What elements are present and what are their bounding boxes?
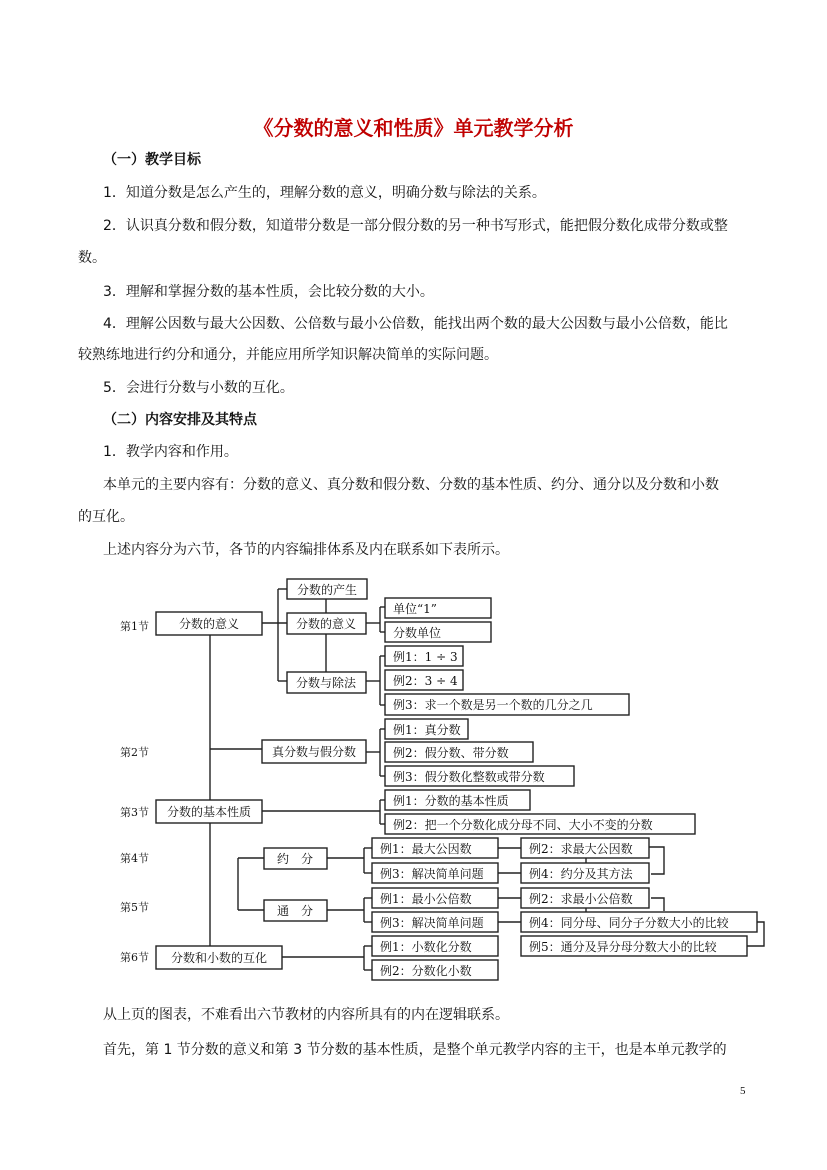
item-label: 例4：约分及其方法 [529,867,633,881]
section-label: 第5节 [120,901,149,914]
item-label: 例2：把一个分数化成分母不同、大小不变的分数 [393,818,653,832]
item-label: 例2：求最大公因数 [529,842,633,856]
main-box-label: 分数的基本性质 [166,805,252,819]
main-box-label: 通 分 [276,904,314,918]
goal-3: 3．理解和掌握分数的基本性质，会比较分数的大小。 [103,284,434,300]
content-item-1: 1．教学内容和作用。 [103,444,238,460]
item-label: 例4：同分母、同分子分数大小的比较 [529,916,729,930]
goal-4: 4．理解公因数与最大公因数、公倍数与最小公倍数，能找出两个数的最大公因数与最小公倍数，能比 [103,316,728,332]
sub-box-label: 分数与除法 [295,676,357,690]
after-para-1: 从上页的图表，不难看出六节教材的内容所具有的内在逻辑联系。 [103,1007,509,1023]
sub-box-label: 分数的产生 [296,583,358,597]
item-label: 例1：真分数 [393,723,461,737]
item-label: 例1：最大公因数 [380,842,472,856]
goal-5: 5．会进行分数与小数的互化。 [103,380,294,396]
item-label: 例3：假分数化整数或带分数 [393,770,545,784]
goal-1: 1．知道分数是怎么产生的，理解分数的意义，明确分数与除法的关系。 [103,185,546,201]
content-para-1-cont: 的互化。 [78,509,134,525]
item-label: 例2：分数化小数 [380,964,472,978]
content-para-2: 上述内容分为六节，各节的内容编排体系及内在联系如下表所示。 [103,542,509,558]
section-label: 第2节 [120,746,149,759]
section-label: 第1节 [120,620,149,633]
after-para-2: 首先，第 1 节分数的意义和第 3 节分数的基本性质，是整个单元教学内容的主干，也是本单元教学的 [103,1042,727,1058]
page-number: 5 [740,1085,746,1097]
item-label: 例1：小数化分数 [380,940,472,954]
item-label: 例3：求一个数是另一个数的几分之几 [393,698,593,712]
page-title: 《分数的意义和性质》单元教学分析 [253,116,574,140]
section-label: 第3节 [120,806,149,819]
goal-4-cont: 较熟练地进行约分和通分，并能应用所学知识解决简单的实际问题。 [78,347,498,363]
main-box-label: 分数和小数的互化 [170,951,268,965]
item-label: 例2：3 ÷ 4 [393,674,458,688]
item-label: 例3：解决简单问题 [380,916,484,930]
section2-heading: （二）内容安排及其特点 [103,412,257,428]
sub-box-label: 分数的意义 [295,617,357,631]
item-label: 例1：分数的基本性质 [393,794,509,808]
item-label: 例2：假分数、带分数 [393,746,509,760]
item-label: 例1：最小公倍数 [380,892,472,906]
item-label: 例1：1 ÷ 3 [393,650,458,664]
item-label: 分数单位 [393,626,442,640]
main-box-label: 约 分 [276,852,314,866]
section1-heading: （一）教学目标 [103,152,201,168]
item-label: 单位“1” [393,602,437,616]
section-label: 第4节 [120,852,149,865]
main-box-label: 真分数与假分数 [271,745,357,759]
main-box-label: 分数的意义 [178,617,240,631]
content-para-1: 本单元的主要内容有：分数的意义、真分数和假分数、分数的基本性质、约分、通分以及分数和小数 [103,477,719,493]
goal-2-cont: 数。 [78,250,106,266]
goal-2: 2．认识真分数和假分数，知道带分数是一部分假分数的另一种书写形式，能把假分数化成带分数或整 [103,218,728,234]
section-label: 第6节 [120,951,149,964]
item-label: 例3：解决简单问题 [380,867,484,881]
item-label: 例2：求最小公倍数 [529,892,633,906]
item-label: 例5：通分及异分母分数大小的比较 [529,940,717,954]
